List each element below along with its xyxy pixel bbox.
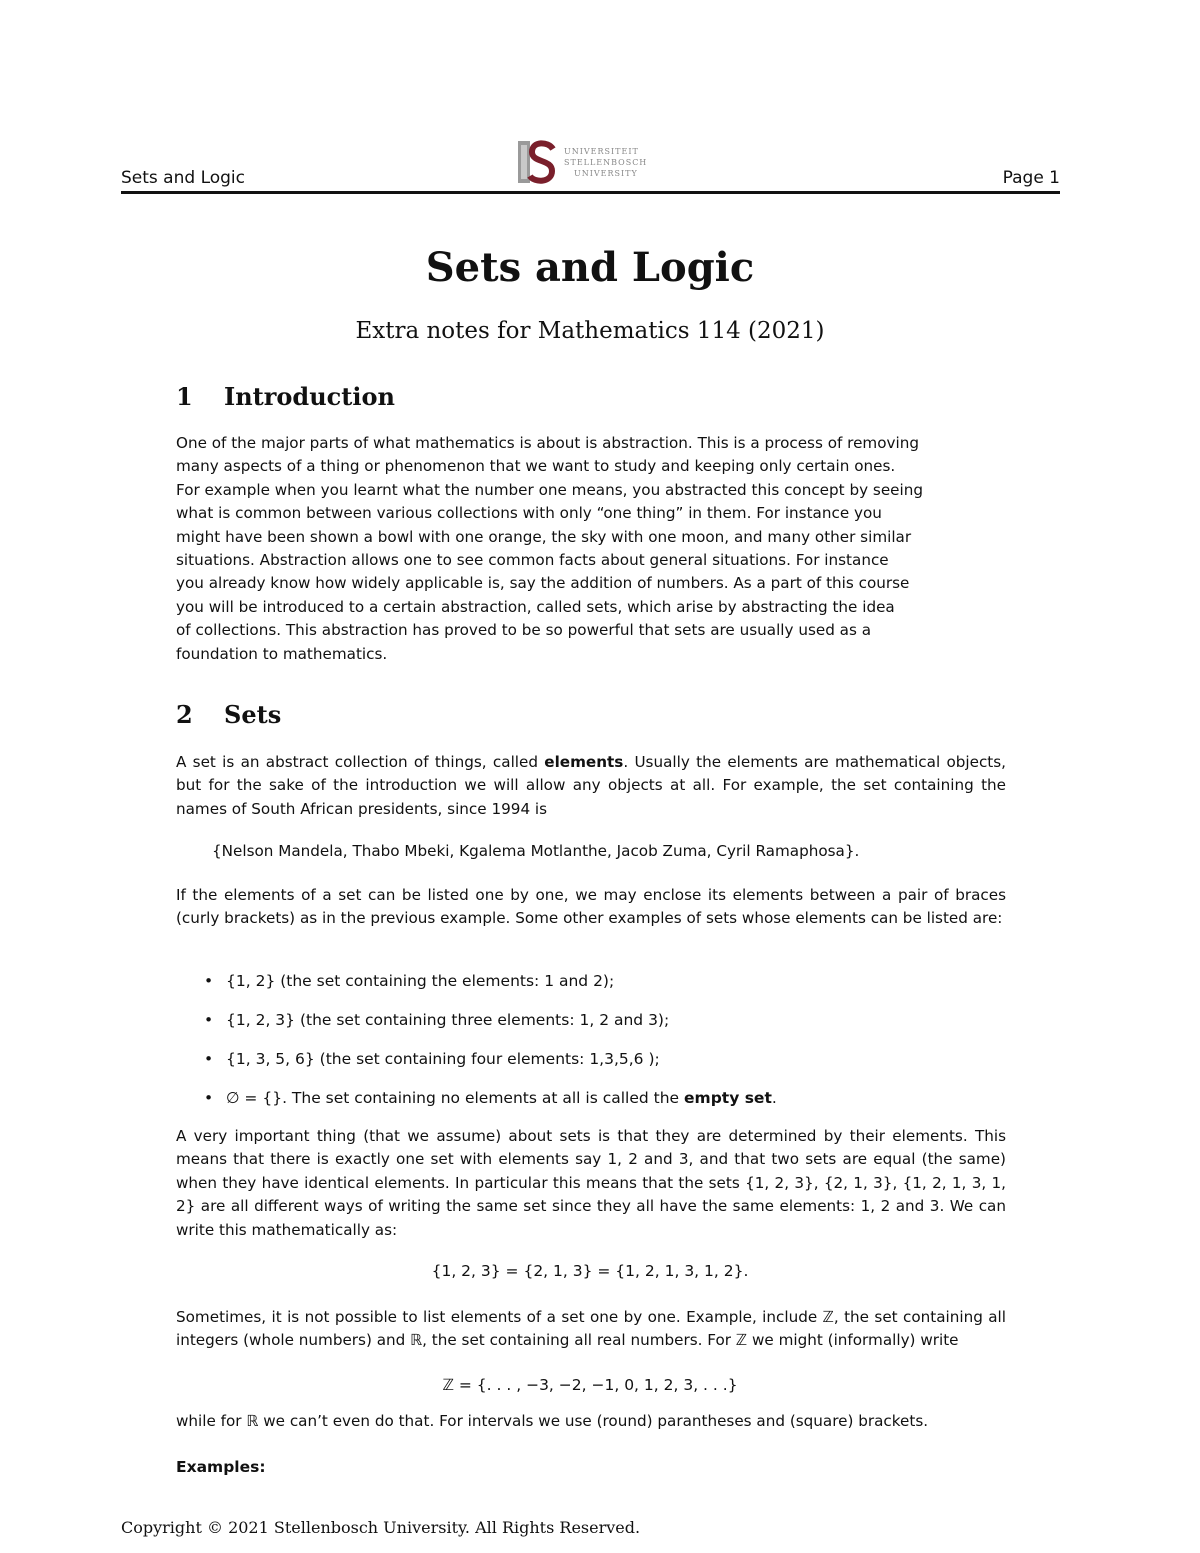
intro-line: of collections. This abstraction has proved to be so powerful that sets are usually used as a bbox=[176, 621, 872, 640]
logo-line-3: UNIVERSITY bbox=[574, 168, 638, 178]
intro-line: foundation to mathematics. bbox=[176, 644, 388, 663]
sets-paragraph-3: A very important thing (that we assume) about sets is that they are determined by their elements. This means that there is exactly one set with elements say 1, 2 and 3, and that two sets are equal (the same) when they have identical elements. In particular this means that the sets {1, 2, 3}, {2, 1, 3}, {1, 2, 1, 3, 1, 2} are all different ways of writing the same set since they all have the same elements: 1, 2 and 3. We can write this mathematically as: bbox=[176, 1127, 1006, 1239]
logo-line-1: UNIVERSITEIT bbox=[564, 146, 639, 156]
equation-set-equality: {1, 2, 3} = {2, 1, 3} = {1, 2, 1, 3, 1, 2}. bbox=[431, 1262, 749, 1280]
section-number: 1 bbox=[176, 382, 193, 411]
running-header-title: Sets and Logic bbox=[121, 168, 245, 188]
document-subtitle: Extra notes for Mathematics 114 (2021) bbox=[355, 318, 825, 344]
logo-mark-icon bbox=[518, 139, 556, 185]
intro-paragraph bbox=[176, 432, 1006, 666]
list-item-text: {1, 3, 5, 6} (the set containing four elements: 1,3,5,6 ); bbox=[226, 1050, 660, 1068]
copyright-footer: Copyright © 2021 Stellenbosch University. All Rights Reserved. bbox=[121, 1518, 641, 1537]
header-rule bbox=[121, 191, 1060, 194]
intro-line: One of the major parts of what mathematics is about is abstraction. This is a process of removing bbox=[176, 434, 919, 452]
term-elements: elements bbox=[544, 753, 624, 771]
list-item bbox=[204, 1007, 777, 1046]
list-item-text: ∅ = {}. The set containing no elements at all is called the bbox=[226, 1089, 685, 1107]
logo-text bbox=[564, 146, 647, 179]
text-span: A set is an abstract collection of things, called bbox=[176, 753, 545, 771]
sets-paragraph-2: If the elements of a set can be listed one by one, we may enclose its elements between a pair of braces (curly brackets) as in the previous example. Some other examples of sets whose elements can be listed are: bbox=[176, 886, 1006, 928]
section-heading-sets bbox=[176, 700, 281, 729]
list-item bbox=[204, 1085, 777, 1124]
list-item-text: {1, 2, 3} (the set containing three elements: 1, 2 and 3); bbox=[226, 1011, 670, 1029]
text-span: . Usually the elements are mathematical objects, but for the sake of the introduction we will allow any objects at all. For example, the set containing the names of South African presidents, since 1994 is bbox=[176, 753, 1006, 818]
section-heading-introduction bbox=[176, 382, 395, 411]
sets-paragraph-1 bbox=[176, 751, 1006, 821]
intro-line: you will be introduced to a certain abstraction, called sets, which arise by abstracting the idea bbox=[176, 597, 895, 616]
page-number: Page 1 bbox=[1002, 168, 1060, 188]
term-empty-set: empty set bbox=[684, 1089, 772, 1107]
document-title: Sets and Logic bbox=[425, 244, 755, 291]
logo-line-2: STELLENBOSCH bbox=[564, 157, 648, 167]
university-logo bbox=[518, 138, 663, 186]
list-item-text: {1, 2} (the set containing the elements: 1 and 2); bbox=[226, 972, 615, 990]
section-title: Introduction bbox=[224, 382, 395, 411]
intro-line: you already know how widely applicable is, say the addition of numbers. As a part of this course bbox=[176, 574, 910, 593]
sets-paragraph-5: while for ℝ we can’t even do that. For intervals we use (round) parantheses and (square) brackets. bbox=[176, 1412, 929, 1430]
list-item-text: . bbox=[771, 1089, 777, 1107]
list-item bbox=[204, 968, 777, 1007]
presidents-set: {Nelson Mandela, Thabo Mbeki, Kgalema Motlanthe, Jacob Zuma, Cyril Ramaphosa}. bbox=[212, 842, 860, 860]
equation-integers: ℤ = {. . . , −3, −2, −1, 0, 1, 2, 3, . . .} bbox=[442, 1376, 738, 1394]
set-examples-list bbox=[204, 968, 777, 1124]
intro-line: many aspects of a thing or phenomenon that we want to study and keeping only certain ones. bbox=[176, 457, 896, 476]
section-title: Sets bbox=[224, 700, 282, 729]
intro-line: what is common between various collections with only “one thing” in them. For instance you bbox=[176, 504, 882, 523]
section-number: 2 bbox=[176, 700, 193, 729]
examples-heading: Examples: bbox=[176, 1458, 266, 1476]
intro-line: situations. Abstraction allows one to see common facts about general situations. For instance bbox=[176, 551, 889, 570]
intro-line: For example when you learnt what the number one means, you abstracted this concept by seeing bbox=[176, 480, 923, 499]
intro-line: might have been shown a bowl with one orange, the sky with one moon, and many other similar bbox=[176, 527, 912, 546]
sets-paragraph-4: Sometimes, it is not possible to list elements of a set one by one. Example, include ℤ, the set containing all integers (whole numbers) and ℝ, the set containing all real numbers. For ℤ we might (informally) write bbox=[176, 1308, 1006, 1350]
list-item bbox=[204, 1046, 777, 1085]
